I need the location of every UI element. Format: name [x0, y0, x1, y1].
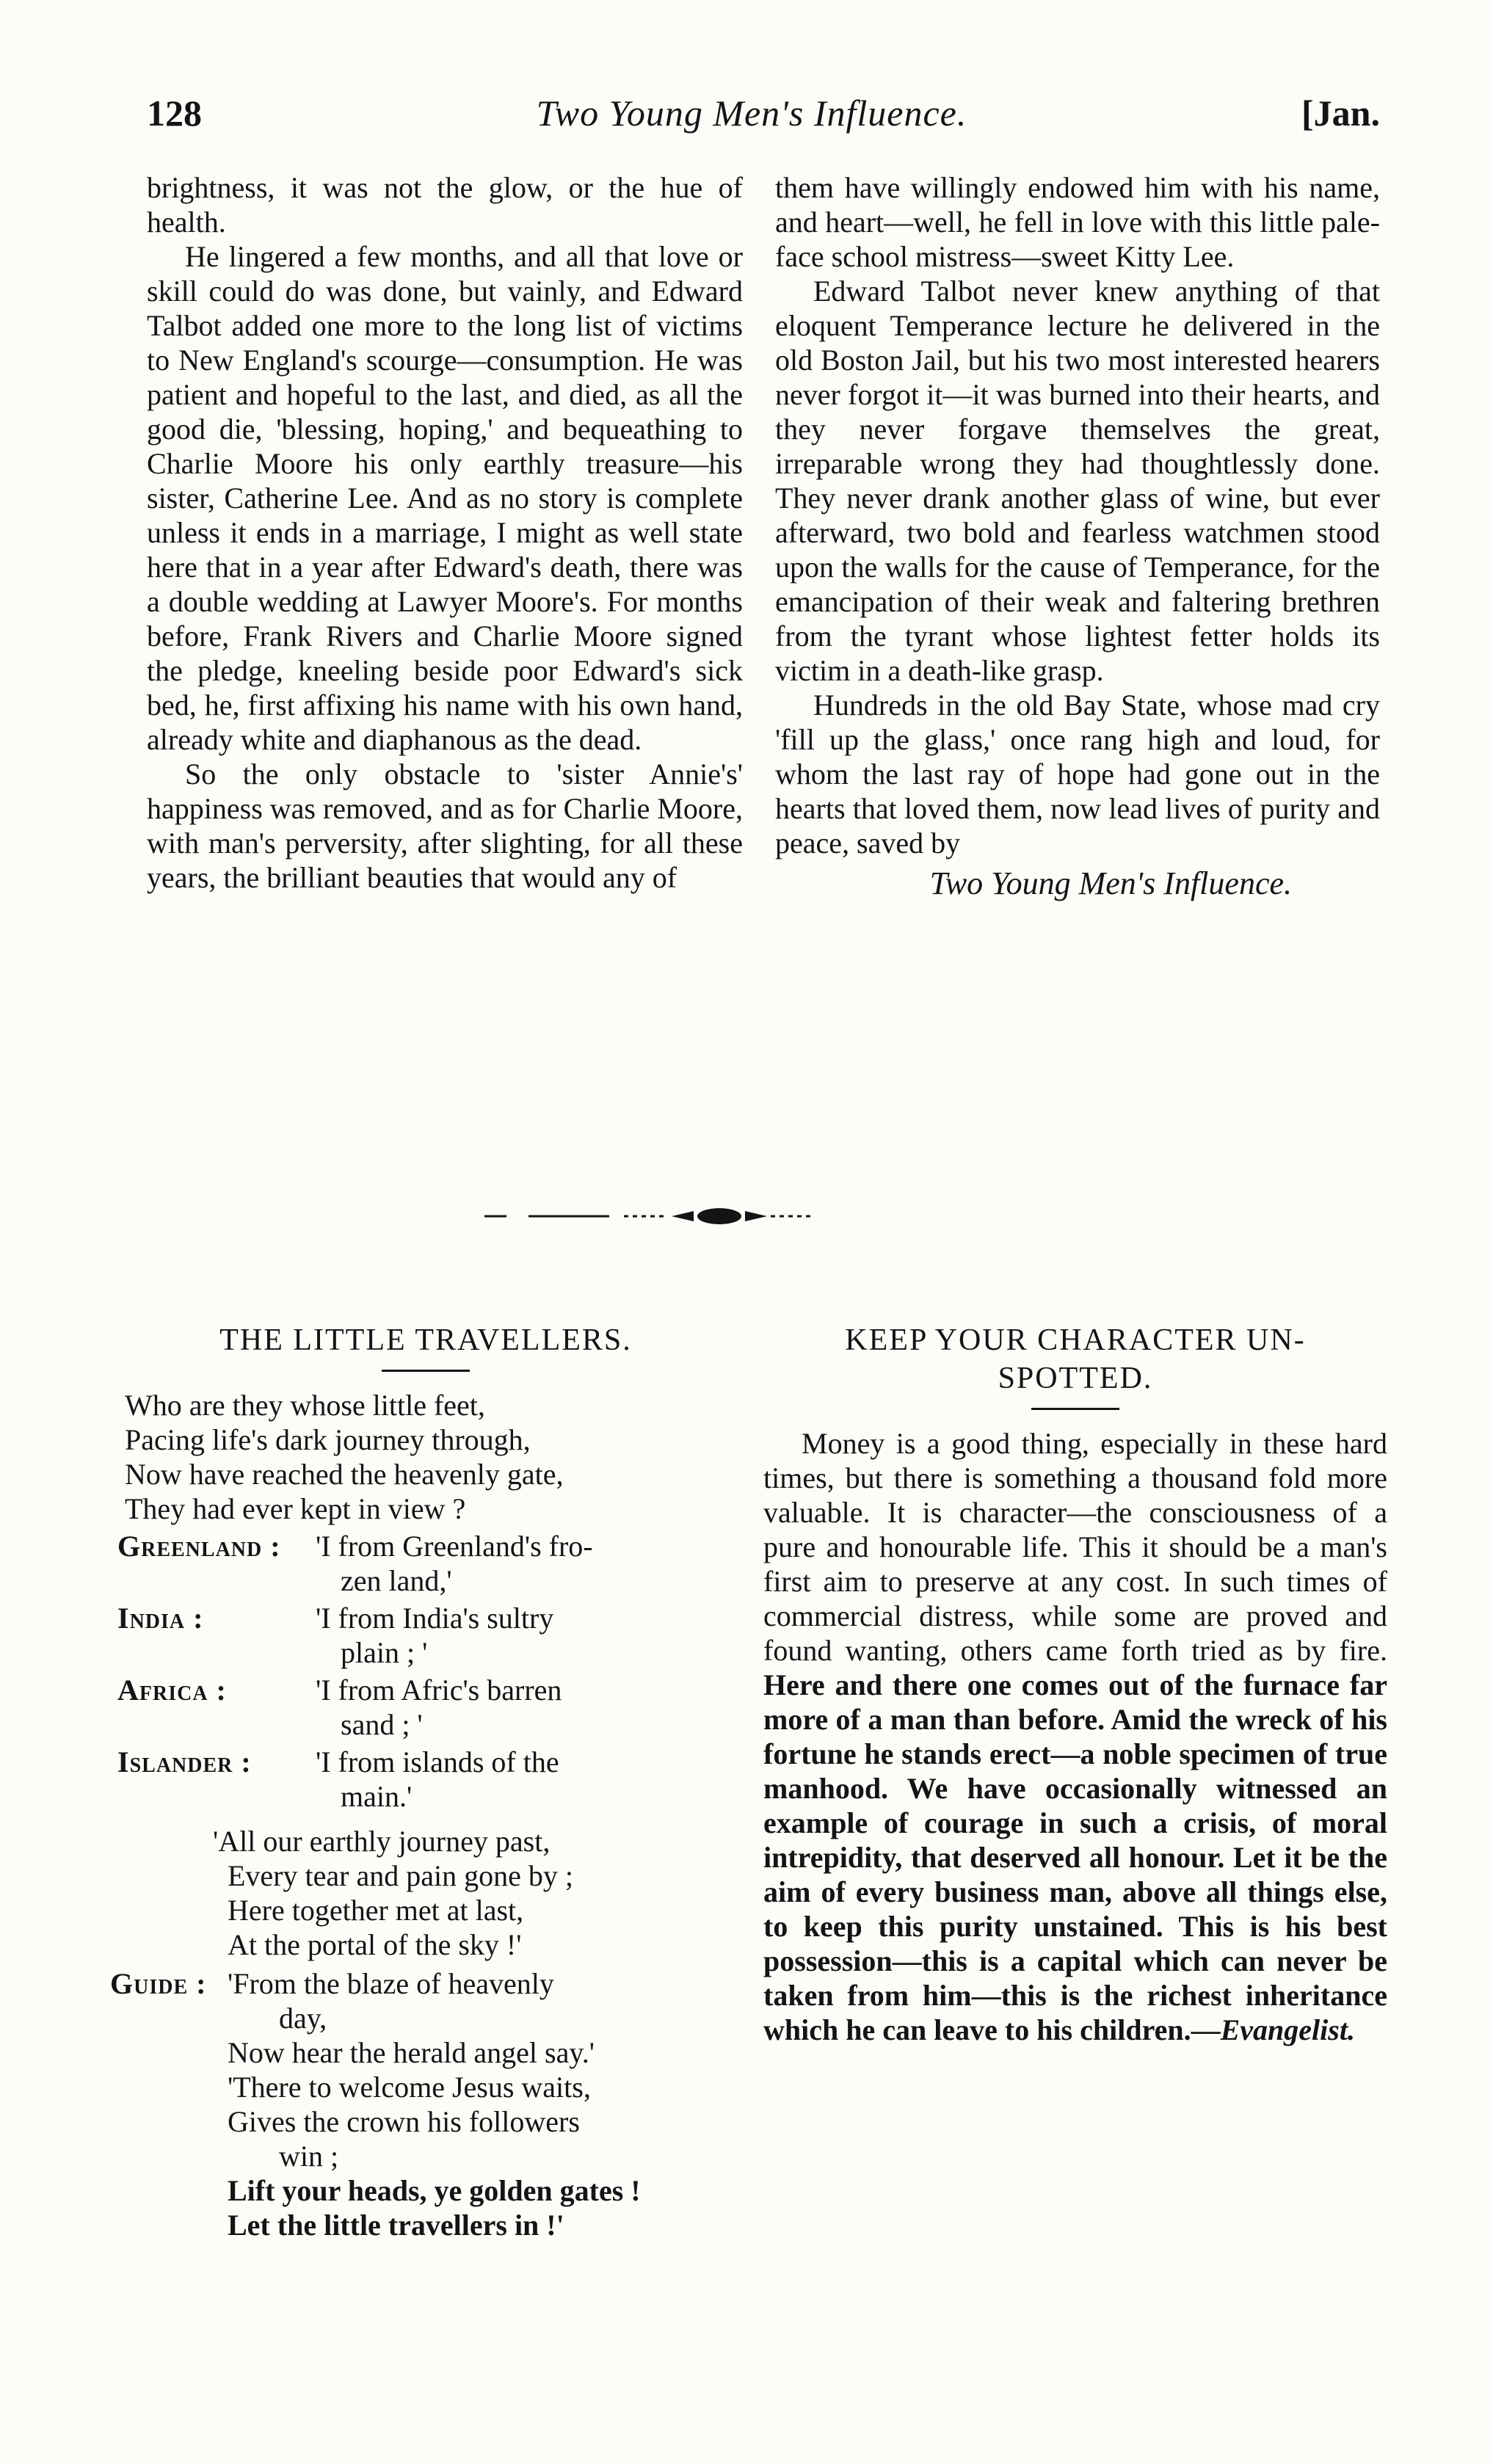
- poem-line: At the portal of the sky !': [228, 1928, 522, 1961]
- essay-text: Money is a good thing, especially in these hard times, but there is something a thousand fold more valuable. It is character—the consciousness of a pure and honourable life. This it should be a man's first aim to preserve at any cost. In such times of commercial distress, while some are proved and found wanting, others came forth tried as by fire.: [763, 1427, 1387, 1667]
- poem-line: Now hear the herald angel say.': [228, 2036, 595, 2069]
- poem-line: Now have reached the heavenly gate,: [125, 1458, 564, 1491]
- poem-line: Here together met at last,: [228, 1894, 524, 1927]
- poem-line: Gives the crown his followers: [228, 2105, 580, 2138]
- poem-line: Every tear and pain gone by ;: [228, 1859, 573, 1892]
- poem-line: zen land,': [341, 1564, 452, 1597]
- poem-title: THE LITTLE TRAVELLERS.: [219, 1323, 632, 1357]
- essay-signature: Evangelist.: [1220, 2013, 1355, 2046]
- poem-line: Lift your heads, ye golden gates !: [228, 2174, 641, 2207]
- poem-line: They had ever kept in view ?: [125, 1492, 466, 1525]
- story-paragraph: He lingered a few months, and all that love or skill could do was done, but vainly, and Edward Talbot added one more to the long list of victims to New England's scourge—consumption. He was patient and hopeful to the last, and died, as all the good die, 'blessing, hoping,' and bequeathing to Charlie Moore his only earthly treasure—his sister, Catherine Lee. And as no story is complete unless it ends in a marriage, I might as well state here that in a year after Edward's death, there was a double wedding at Lawyer Moore's. For months before, Frank Rivers and Charlie Moore signed the pledge, kneeling beside poor Edward's sick bed, he, first affixing his name with his own hand, already white and diaphanous as the dead.: [147, 240, 743, 756]
- speaker-islander: [110, 1745, 741, 1814]
- speaker-name: Islander :: [117, 1745, 252, 1778]
- page-header: [147, 92, 1380, 150]
- poem-chorus-stanza: [110, 1824, 741, 1962]
- speaker-africa: [110, 1673, 741, 1742]
- speaker-name: Guide :: [110, 1967, 207, 2000]
- story-paragraph: Edward Talbot never knew anything of that eloquent Temperance lecture he delivered in the old Boston Jail, but his two most interested hearers never forgot it—it was burned into their hearts, and they never forgave themselves the great, irreparable wrong they had thoughtlessly done. They never drank another glass of wine, but ever afterward, two bold and fearless watchmen stood upon the walls for the cause of Temperance, for the emancipation of their weak and faltering brethren from the tyrant whose lightest fetter holds its victim in a death-like grasp.: [775, 275, 1380, 687]
- poem-line: 'There to welcome Jesus waits,: [228, 2071, 591, 2104]
- speaker-greenland: [110, 1529, 741, 1598]
- poem-line: sand ; ': [341, 1708, 423, 1741]
- poem-line: 'I from India's sultry: [316, 1602, 554, 1635]
- story-paragraph: Hundreds in the old Bay State, whose mad cry 'fill up the glass,' once rang high and loud, for whom the last ray of hope had gone out in the hearts that loved them, now lead lives of purity and peace, saved by: [775, 688, 1380, 860]
- speaker-india: [110, 1601, 741, 1670]
- story-paragraph: brightness, it was not the glow, or the hue of health.: [147, 171, 743, 239]
- speaker-name: Greenland :: [117, 1530, 281, 1563]
- story-paragraph: them have willingly endowed him with his name, and heart—well, he fell in love with this little pale-face school mistress—sweet Kitty Lee.: [775, 171, 1380, 273]
- poem-line: 'I from islands of the: [316, 1745, 559, 1778]
- poem-line: plain ; ': [341, 1636, 428, 1669]
- issue-month: [Jan.: [1301, 92, 1380, 134]
- story-left-column: [147, 170, 743, 895]
- essay-title-line: KEEP YOUR CHARACTER UN-: [845, 1323, 1306, 1357]
- page-number: 128: [147, 92, 202, 134]
- poem-final-stanza: [110, 2035, 741, 2242]
- poem-line: 'From the blaze of heavenly: [228, 1967, 554, 2000]
- poem-line: 'All our earthly journey past,: [213, 1825, 551, 1858]
- poem-line: main.': [341, 1780, 413, 1813]
- title-rule: [382, 1370, 470, 1372]
- poem-line: Let the little travellers in !': [228, 2209, 564, 2242]
- speaker-name: India :: [117, 1602, 204, 1635]
- essay-title-line: SPOTTED.: [998, 1362, 1153, 1395]
- poem-line: Pacing life's dark journey through,: [125, 1423, 531, 1456]
- speaker-guide: [110, 1966, 741, 2035]
- essay-text-dark: Here and there one comes out of the furnace far more of a man than before. Amid the wreck of his fortune he stands erect—a noble specimen of true manhood. We have occasionally witnessed an example of courage in such a crisis, of moral intrepidity, that deserved all honour. Let it be the aim of every business man, above all things else, to keep this purity unstained. This is his best possession—this is a capital which can never be taken from him—this is the richest inheritance which he can leave to his children.—: [763, 1668, 1387, 2046]
- poem-column: [110, 1321, 741, 2242]
- essay-column: [763, 1321, 1387, 2047]
- poem-line: 'I from Afric's barren: [316, 1673, 562, 1707]
- essay-title: [763, 1321, 1387, 1398]
- poem-line: win ;: [279, 2140, 339, 2173]
- section-divider-ornament: [484, 1205, 1013, 1227]
- poem-intro-stanza: [110, 1388, 741, 1526]
- essay-paragraph: [763, 1426, 1387, 2047]
- running-title: Two Young Men's Influence.: [536, 92, 967, 134]
- poem-line: day,: [279, 2002, 327, 2035]
- poem-line: Who are they whose little feet,: [125, 1389, 485, 1422]
- essay-body: [763, 1426, 1387, 2047]
- story-right-column: [775, 170, 1380, 901]
- poem-line: 'I from Greenland's fro-: [316, 1530, 593, 1563]
- story-signature: Two Young Men's Influence.: [929, 865, 1292, 901]
- story-paragraph: So the only obstacle to 'sister Annie's' happiness was removed, and as for Charlie Moore, with man's perversity, after slighting, for all these years, the brilliant beauties that would any of: [147, 757, 743, 894]
- title-rule: [1031, 1408, 1119, 1410]
- speaker-name: Africa :: [117, 1673, 227, 1707]
